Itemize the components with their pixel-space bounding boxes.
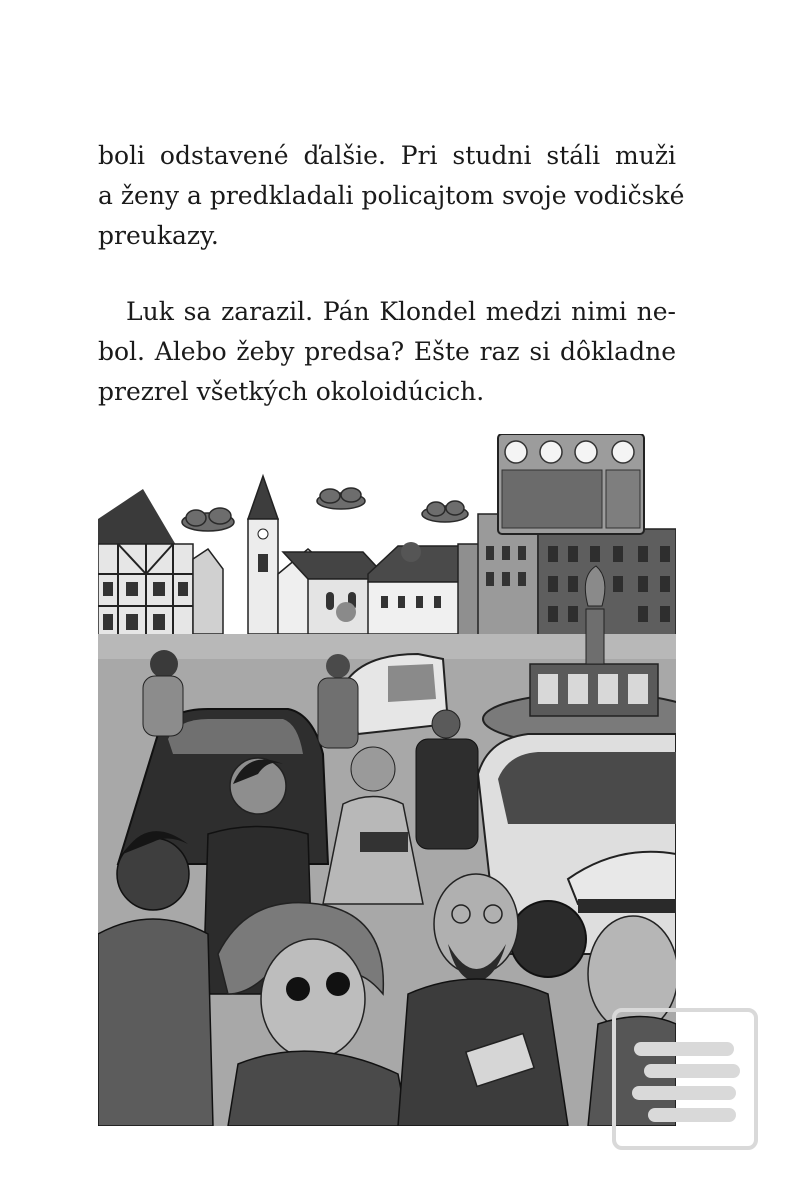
paragraph-2 bbox=[98, 292, 676, 412]
book-stack-watermark bbox=[612, 1008, 758, 1150]
text-line: preukazy. bbox=[98, 221, 219, 250]
text-line: a ženy a predkladali policajtom svoje vodičské bbox=[98, 181, 685, 210]
text-line: boli odstavené ďalšie. Pri studni stáli muži bbox=[98, 141, 676, 170]
town-square-illustration bbox=[98, 434, 676, 1126]
text-line: bol. Alebo žeby predsa? Ešte raz si dôkladne bbox=[98, 337, 676, 366]
text-line: Luk sa zarazil. Pán Klondel medzi nimi ne- bbox=[126, 297, 676, 326]
text-line: prezrel všetkých okoloidúcich. bbox=[98, 377, 485, 406]
illustration-drawing bbox=[98, 434, 676, 1126]
book-stack-icon bbox=[612, 1008, 758, 1150]
paragraph-1 bbox=[98, 136, 685, 256]
traffic-light-sign bbox=[498, 434, 644, 534]
